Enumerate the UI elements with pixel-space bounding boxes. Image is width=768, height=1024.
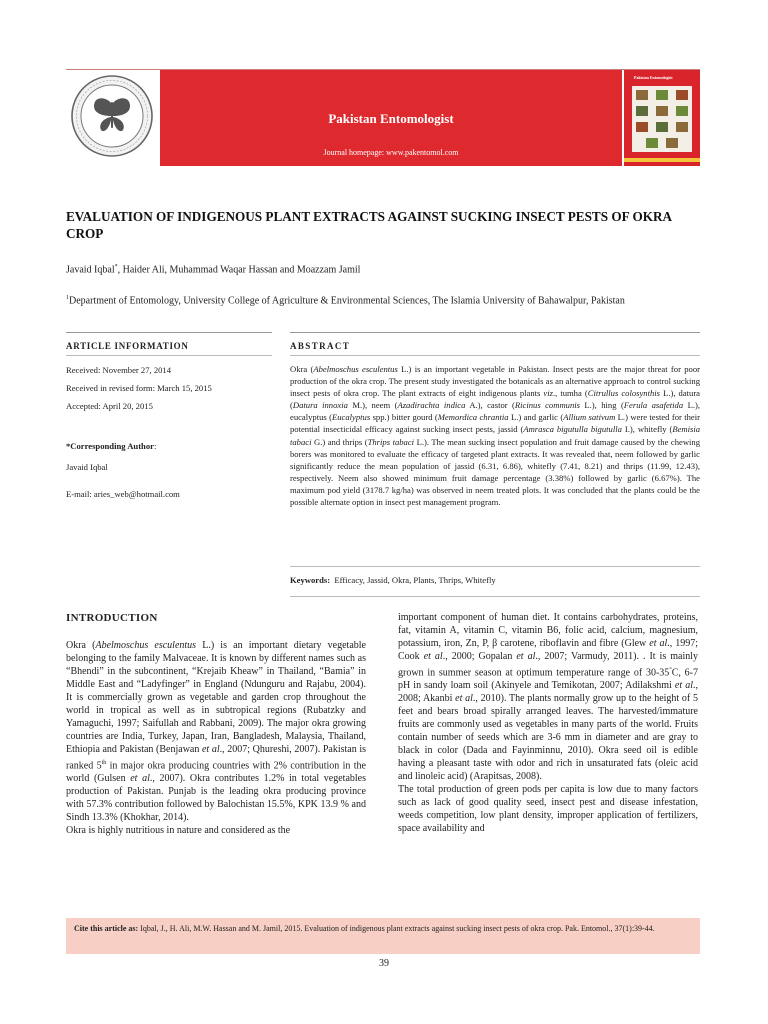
cover-stripe: [624, 158, 700, 162]
accepted-date: Accepted: April 20, 2015: [66, 401, 153, 411]
divider: [290, 332, 700, 333]
article-dates: [66, 364, 272, 418]
divider: [66, 332, 272, 333]
intro-paragraph: important component of human diet. It contains carbohydrates, proteins, fat, vitamin A, vitamin C, vitamin B6, folic acid, calcium, magnesium, potassium, iron, Zn, P, β carotene, riboflavin and fibre (Glew et al., 1997; Cook et al., 2000; Gopalan et al., 2007; Varmudy, 2011). . It is mainly grown in summer season at optimum temperature range of 30-35°C, 6-7 pH in sandy loam soil (Akinyele and Temikotan, 2007; Adilakshmi et al., 2008; Akanbi et al., 2010). The plants normally grow up to the height of 5 feet and bears broad spirally arranged leaves. The harvested/immature fruits are commonly used as vegetables in many parts of the world. Fruits contain number of seeds which are 3-6 mm in diameter and are gray to black in color (Dada and Fayinminnu, 2010). Okra seed oil is edible having a pleasant taste with odor and rich in unsaturated fats (oleic acid and linoleic acid) (Arapitsas, 2008).: [398, 612, 699, 782]
abstract-body: Okra (Abelmoschus esculentus L.) is an important vegetable in Pakistan. Insect pests are the major threat for poor production of the okra crop. The present study investigated the botanicals as an alternative approach to control sucking insect pests of okra crop. The plant extracts of eight indigenous plants viz., tumha (Citrullus colosynthis L.), datura (Datura innoxia M.), neem (Azadirachta indica A.), castor (Ricinus communis L.), hing (Ferula asafetida L.), eucalyptus (Eucalyptus spp.) bitter gourd (Memordica chrantia L.) and garlic (Allium sativum L.) were tested for their potential insecticidal efficacy against sucking insect pests, jassid (Amrasca bigutulla bigutulla I.), whitefly (Bemisia tabaci G.) and thrips (Thrips tabaci L.). The mean sucking insect population and fruit damage caused by the chewing borers was monitored to evaluate the efficacy of targeted plant extracts. It was revealed that, neem followed by garlic significantly reduce the mean population of jassid (6.31, 6.86), whitefly (7.41, 8.21) and thrips (11.99, 12.43), respectively. Neem also showed minimum fruit damage percentage (3.38%) followed by garlic (6.67%). The maximum pod yield (3178.7 kg/ha) was observed in neem treated plots. It was concluded that the plants could be the possible alternate option in insect pest management program.: [290, 364, 701, 508]
article-info-heading: ARTICLE INFORMATION: [66, 341, 189, 351]
affiliation-mark: 1: [66, 295, 69, 301]
corresponding-email[interactable]: E-mail: aries_web@hotmail.com: [66, 489, 180, 499]
received-date: Received: November 27, 2014: [66, 365, 172, 375]
article-title: EVALUATION OF INDIGENOUS PLANT EXTRACTS AGAINST SUCKING INSECT PESTS OF OKRA CROP: [66, 209, 672, 241]
intro-paragraph: The total production of green pods per capita is low due to many factors such as lack of good quality seed, insect pest and disease infestation, weeds competition, low plant density, improper application of fertilizers, space availability and: [398, 783, 698, 834]
abstract-heading: ABSTRACT: [290, 341, 351, 351]
author-first: Javaid Iqbal: [66, 264, 115, 276]
cover-image: [632, 86, 692, 152]
journal-header-band: [160, 70, 622, 166]
divider: [290, 596, 700, 597]
divider: [66, 355, 272, 356]
corresponding-name: Javaid Iqbal: [66, 462, 108, 472]
intro-paragraph: Okra is highly nutritious in nature and considered as the: [66, 824, 291, 836]
revised-date: Received in revised form: March 15, 2015: [66, 383, 212, 393]
corresponding-author: [66, 440, 272, 506]
author-first-mark: *: [114, 264, 118, 270]
affiliation-text: Department of Entomology, University College of Agriculture & Environmental Sciences, The Islamia University of Bahawalpur, Pakistan: [69, 295, 625, 307]
corresponding-label: *Corresponding Author: [66, 441, 154, 451]
corresponding-colon: :: [153, 441, 157, 451]
author-list: [66, 264, 360, 275]
cover-title: Pakistan Entomologist: [634, 75, 673, 80]
citation-label: Cite this article as:: [74, 924, 139, 933]
cover-insect-grid-icon: [632, 86, 692, 152]
intro-right-column: [398, 612, 698, 836]
intro-left-column: [66, 640, 366, 838]
keywords: [290, 575, 496, 585]
society-seal-logo: [70, 74, 154, 158]
citation-box: [66, 918, 700, 954]
introduction-heading: INTRODUCTION: [66, 612, 158, 624]
affiliation: [66, 292, 706, 307]
journal-cover-thumbnail: [624, 70, 700, 166]
page-number: 39: [379, 958, 389, 969]
journal-homepage[interactable]: Journal homepage: www.pakentomol.com: [323, 148, 459, 157]
keywords-label: Keywords:: [290, 575, 331, 585]
citation-text: Iqbal, J., H. Ali, M.W. Hassan and M. Jamil, 2015. Evaluation of indigenous plant extracts against sucking insect pests of okra crop. Pak. Entomol., 37(1):39-44.: [140, 924, 655, 933]
journal-name: Pakistan Entomologist: [328, 111, 454, 126]
divider: [290, 355, 700, 356]
keywords-text: Efficacy, Jassid, Okra, Plants, Thrips, Whitefly: [334, 575, 496, 585]
divider: [290, 566, 700, 567]
intro-paragraph: Okra (Abelmoschus esculentus L.) is an important dietary vegetable belonging to the family Malvaceae. It is known by different names such as “Bhendi” in the subcontinent, “Krejaib Kheaw” in Thailand, “Bamia” in Middle East and “Ladyfinger” in England (Ndunguru and Rajabu, 2004). It is commercially grown as vegetable and garden crop throughout the world in tropical as well as in subtropical regions (Rubatzky and Yamaguchi, 1997; Saifullah and Rabbani, 2009). The major okra growing countries are India, Turkey, Japan, Iran, Bangladesh, Malaysia, Thailand, Ethiopia and Pakistan (Benjawan et al., 2007; Qhureshi, 2007). Pakistan is ranked 5th in major okra producing countries with 2% contribution in the world (Gulsen et al., 2007). Okra contributes 1.2% in total vegetables production of Pakistan. Punjab is the leading okra producing province with 57.3% contribution followed by Balochistan 15.5%, KPK 13.9 % and Sindh 13.3% (Khokhar, 2014).: [66, 640, 367, 823]
author-rest: , Haider Ali, Muhammad Waqar Hassan and Moazzam Jamil: [117, 264, 361, 276]
